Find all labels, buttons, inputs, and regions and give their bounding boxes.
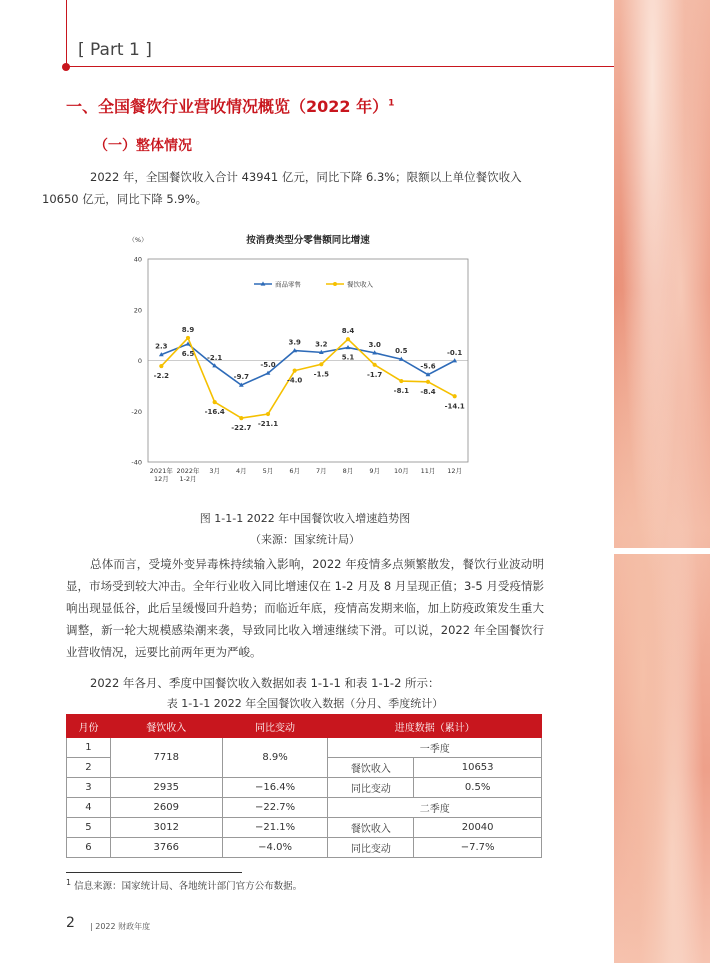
data-label: 3.0 (368, 340, 381, 349)
quarter-title: 一季度 (328, 738, 542, 758)
decorative-side-photo (614, 0, 710, 963)
footnote-divider (66, 872, 242, 873)
change-cell: −22.7% (222, 798, 328, 818)
chart-title: 按消费类型分零售额同比增速 (246, 235, 370, 246)
data-label: -2.1 (207, 353, 223, 362)
revenue-cell: 2935 (110, 778, 222, 798)
header-rule-horizontal (66, 66, 614, 67)
table-header-row (67, 715, 542, 738)
data-label: -5.6 (420, 362, 436, 371)
data-label: -8.4 (420, 387, 436, 396)
table-intro: 2022 年各月、季度中国餐饮收入数据如表 1-1-1 和表 1-1-2 所示： (90, 676, 440, 690)
progress-label: 同比变动 (328, 838, 414, 858)
x-tick-label: 6月 (289, 467, 300, 475)
y-tick-label: 40 (133, 255, 142, 264)
data-point (239, 416, 243, 420)
data-label: -4.0 (287, 376, 303, 385)
data-label: 3.2 (315, 340, 328, 349)
data-point (453, 394, 457, 398)
header-change: 同比变动 (222, 715, 328, 738)
revenue-cell: 7718 (110, 738, 222, 778)
quarter-title: 二季度 (328, 798, 542, 818)
progress-value: 10653 (414, 758, 542, 778)
progress-label: 餐饮收入 (328, 818, 414, 838)
month-cell: 1 (67, 738, 111, 758)
subsection-title: （一）整体情况 (94, 138, 192, 154)
intro-line-1: 2022 年，全国餐饮收入合计 43941 亿元，同比下降 6.3%；限额以上单位餐饮收入 (90, 170, 522, 184)
data-label: -1.5 (313, 370, 329, 379)
x-tick-label: 4月 (236, 467, 247, 475)
data-point (213, 400, 217, 404)
y-axis-unit: （%） (128, 236, 148, 244)
part-label: [ Part 1 ] (78, 40, 152, 60)
data-label: -1.7 (367, 370, 383, 379)
x-tick-label: 12月 (447, 467, 463, 475)
header-rule-dot (62, 63, 70, 71)
data-point (373, 363, 377, 367)
line-chart (122, 228, 474, 492)
data-label: -9.7 (233, 373, 249, 382)
data-point (159, 364, 163, 368)
data-point (426, 380, 430, 384)
change-cell: −21.1% (222, 818, 328, 838)
data-label: 5.1 (341, 353, 355, 362)
data-point (293, 369, 297, 373)
month-cell: 6 (67, 838, 111, 858)
data-label: -8.1 (393, 387, 409, 396)
revenue-cell: 3012 (110, 818, 222, 838)
x-tick-label: 9月 (369, 467, 380, 475)
data-label: -2.2 (153, 372, 169, 381)
summary-paragraph: 总体而言，受境外变异毒株持续输入影响，2022 年疫情多点频繁散发，餐饮行业波动明显，市场受到较大冲击。全年行业收入同比增速仅在 1-2 月及 8 月呈现正值；3-5 月受疫情影响出现显低谷，此后呈缓慢回升趋势；而临近年底，疫情高发期来临，加上防疫政策发生重大调整，新一轮大规模感染潮来袭，导致同比收入增速继续下滑。可以说，2022 年全国餐饮行业营收情况，远要比前两年更为严峻。 (66, 557, 544, 659)
y-tick-label: -20 (131, 407, 142, 416)
change-cell: 8.9% (222, 738, 328, 778)
intro-line-2: 10650 亿元，同比下降 5.9%。 (42, 192, 208, 206)
month-cell: 5 (67, 818, 111, 838)
x-tick-label: 2022年 1-2月 (176, 467, 200, 483)
data-point (399, 379, 403, 383)
header-rule-vertical (66, 0, 67, 68)
header-revenue: 餐饮收入 (110, 715, 222, 738)
x-tick-label: 8月 (342, 467, 354, 475)
y-tick-label: 20 (133, 306, 142, 315)
progress-value: 0.5% (414, 778, 542, 798)
header-progress: 进度数据（累计） (328, 715, 542, 738)
month-cell: 4 (67, 798, 111, 818)
progress-value: 20040 (414, 818, 542, 838)
table-row (67, 838, 542, 858)
progress-label: 餐饮收入 (328, 758, 414, 778)
footnote-number: 1 (66, 878, 72, 887)
section-title: 一、全国餐饮行业营收情况概览（2022 年）$^1$ (66, 97, 395, 116)
data-label: -14.1 (444, 402, 465, 411)
data-point (266, 412, 270, 416)
data-point (319, 362, 323, 366)
figure-source: （来源：国家统计局） (250, 533, 360, 546)
figure-caption: 图 1-1-1 2022 年中国餐饮收入增速趋势图 (199, 512, 411, 525)
page-number: 2 (66, 915, 75, 931)
progress-value: −7.7% (414, 838, 542, 858)
change-cell: −4.0% (222, 838, 328, 858)
data-label: -16.4 (204, 408, 225, 417)
running-head: | 2022 财政年度 (90, 922, 151, 931)
footnote-mark: 1 (388, 98, 395, 109)
data-label: -5.0 (260, 361, 276, 370)
legend-marker (333, 282, 337, 286)
table-row (67, 798, 542, 818)
x-tick-label: 3月 (209, 467, 220, 475)
data-label: 3.9 (288, 338, 301, 347)
x-tick-label: 11月 (420, 467, 436, 475)
x-tick-label: 2021年 12月 (149, 467, 173, 483)
table-row (67, 778, 542, 798)
x-tick-label: 5月 (262, 467, 274, 475)
revenue-table (66, 714, 542, 858)
data-point (346, 337, 350, 341)
legend-label: 商品零售 (275, 280, 301, 289)
table-row (67, 738, 542, 758)
table-row (67, 818, 542, 838)
data-label: 2.3 (155, 342, 168, 351)
chart-svg (122, 228, 474, 492)
intro-paragraph (42, 166, 544, 210)
data-label: -0.1 (447, 348, 463, 357)
revenue-cell: 2609 (110, 798, 222, 818)
data-point (186, 336, 190, 340)
table-caption: 表 1-1-1 2022 年全国餐饮收入数据（分月、季度统计） (166, 697, 444, 710)
data-label: -22.7 (231, 424, 252, 433)
legend-label: 餐饮收入 (347, 280, 373, 289)
x-tick-label: 7月 (316, 467, 327, 475)
footnote-text: 信息来源：国家统计局、各地统计部门官方公布数据。 (74, 881, 303, 893)
footnote (66, 878, 302, 892)
y-tick-label: -40 (131, 458, 142, 467)
y-tick-label: 0 (137, 357, 142, 365)
month-cell: 3 (67, 778, 111, 798)
data-label: 8.9 (181, 325, 195, 334)
revenue-cell: 3766 (110, 838, 222, 858)
progress-label: 同比变动 (328, 778, 414, 798)
data-label: 6.5 (181, 350, 195, 359)
x-tick-label: 10月 (393, 467, 409, 475)
month-cell: 2 (67, 758, 111, 778)
data-label: 0.5 (395, 347, 408, 356)
header-month: 月份 (67, 715, 111, 738)
change-cell: −16.4% (222, 778, 328, 798)
data-label: -21.1 (257, 420, 279, 429)
data-label: 8.4 (341, 327, 355, 336)
